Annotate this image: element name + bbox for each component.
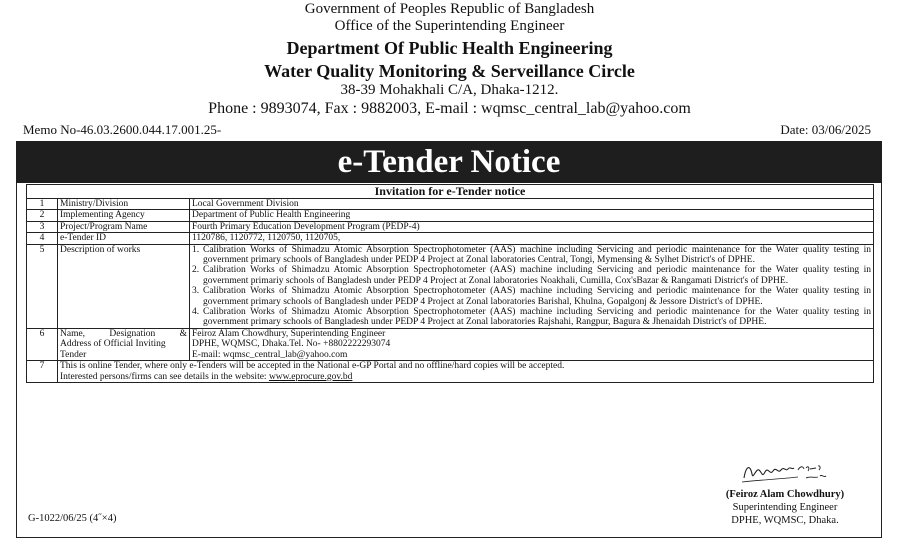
table-row-official	[27, 328, 874, 360]
work-item-text: Calibration Works of Shimadzu Atomic Absorption Spectrophotometer (AAS) machine including Servicing and periodic maintenance for the Water quality testing in government primariy schools of Bangladesh under PEDP 4 Project at Zonal laboratories Noakhali, Cumilla, Cox'sBazar & Rangamati District's of DPHE.	[203, 265, 871, 286]
notice-date: Date: 03/06/2025	[780, 122, 871, 137]
header-department: Department Of Public Health Engineering	[286, 38, 613, 58]
signature-block	[705, 488, 865, 527]
publication-code: G-1022/06/25 (4˝×4)	[28, 513, 117, 524]
official-label-line: Tender	[60, 349, 87, 360]
header-circle: Water Quality Monitoring & Serveillance Circle	[264, 61, 635, 81]
eprocure-link[interactable]: www.eprocure.gov.bd	[268, 371, 353, 382]
tender-details-table	[26, 198, 874, 383]
table-row	[27, 233, 874, 244]
header-address: 38-39 Mohakhali C/A, Dhaka-1212.	[340, 82, 559, 98]
work-item-text: Calibration Works of Shimadzu Atomic Absorption Spectrophotometer (AAS) machine including Servicing and periodic maintenance for the Water quality testing in government primary schools of Bangladesh under PEDP 4 Project at Zonal laboratories Rajshahi, Rangpur, Bagura & Jhenaidah District's of DPHE.	[203, 307, 871, 328]
header-office: Office of the Superintending Engineer	[334, 18, 565, 34]
row-value: Department of Public Health Engineering	[190, 210, 874, 221]
table-row-online	[27, 361, 874, 383]
official-email: E-mail: wqmsc_central_lab@yahoo.com	[192, 349, 348, 360]
row-number: 2	[27, 210, 58, 221]
header-government: Government of Peoples Republic of Bangladesh	[304, 1, 595, 17]
row-number: 3	[27, 221, 58, 232]
invitation-title: Invitation for e-Tender notice	[26, 184, 874, 198]
works-list	[192, 245, 871, 328]
official-details	[190, 328, 874, 360]
etender-banner: e-Tender Notice	[16, 141, 882, 183]
work-item	[192, 286, 871, 307]
online-note	[58, 361, 874, 383]
work-item-number: 3.	[192, 286, 200, 297]
row-label: Project/Program Name	[58, 221, 190, 232]
row-label: e-Tender ID	[58, 233, 190, 244]
row-number: 7	[27, 361, 58, 383]
row-number: 5	[27, 244, 58, 328]
work-item-text: Calibration Works of Shimadzu Atomic Absorption Spectrophotometer (AAS) machine including Servicing and periodic maintenance for the Water quality testing in government primary schools of Bangladesh under PEDP 4 Project at Zonal laboratories Barishal, Khulna, Gopalgonj & Jessore District's of DPHE.	[203, 286, 871, 307]
works-list-cell	[190, 244, 874, 328]
online-note-prefix: Interested persons/firms can see details in the website:	[60, 371, 269, 382]
work-item-text: Calibration Works of Shimadzu Atomic Absorption Spectrophotometer (AAS) machine including Servicing and periodic maintenance for the Water quality testing in government primary schools of Bangladesh under PEDP 4 Project at Zonal laboratories Central, Tongi, Mymensing & Sylhet District's of DPHE.	[203, 244, 871, 266]
row-label	[58, 328, 190, 360]
row-number: 6	[27, 328, 58, 360]
table-row	[27, 221, 874, 232]
online-note-line	[60, 372, 871, 382]
work-item	[192, 265, 871, 286]
signatory-name: (Feiroz Alam Chowdhury)	[725, 489, 845, 500]
memo-number: Memo No-46.03.2600.044.17.001.25-	[23, 122, 222, 137]
table-row	[27, 210, 874, 221]
row-label: Implementing Agency	[58, 210, 190, 221]
signatory-office: DPHE, WQMSC, Dhaka.	[731, 515, 839, 526]
official-phone: DPHE, WQMSC, Dhaka.Tel. No- +8802222293074	[192, 339, 391, 350]
row-label: Ministry/Division	[58, 199, 190, 210]
row-number: 1	[27, 199, 58, 210]
official-label-line: Address of Official Inviting	[60, 339, 166, 350]
row-value: Local Government Division	[190, 199, 874, 210]
header-contact: Phone : 9893074, Fax : 9882003, E-mail : wqmsc_central_lab@yahoo.com	[208, 100, 691, 117]
online-note-line: This is online Tender, where only e-Tenders will be accepted in the National e-GP Portal and no offline/hard copies will be accepted.	[60, 361, 565, 372]
table-row-works	[27, 244, 874, 328]
work-item-number: 2.	[192, 265, 200, 276]
official-name: Feiroz Alam Chowdhury, Superintending Engineer	[192, 328, 386, 339]
row-value: 1120786, 1120772, 1120750, 1120705,	[190, 233, 874, 244]
handwritten-signature	[740, 456, 835, 492]
row-label: Description of works	[58, 244, 190, 328]
work-item-number: 4.	[192, 307, 200, 318]
work-item-number: 1.	[192, 244, 200, 255]
table-row	[27, 199, 874, 210]
signatory-title: Superintending Engineer	[732, 502, 838, 513]
official-label-line: Name, Designation &	[60, 328, 187, 339]
work-item	[192, 245, 871, 266]
work-item	[192, 307, 871, 328]
row-value: Fourth Primary Education Development Program (PEDP-4)	[190, 221, 874, 232]
row-number: 4	[27, 233, 58, 244]
